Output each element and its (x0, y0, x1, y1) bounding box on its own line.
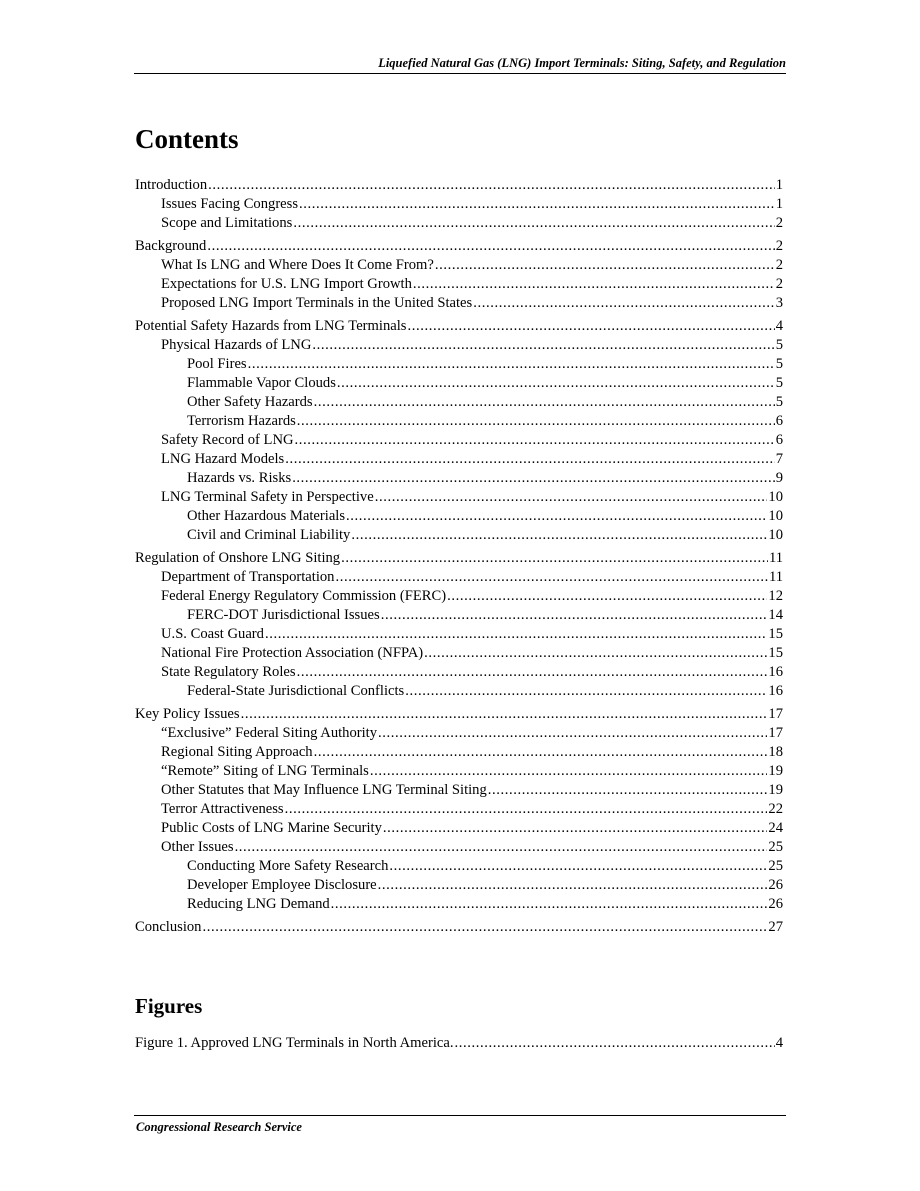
toc-entry-page: 24 (768, 820, 783, 836)
toc-entry[interactable] (135, 895, 783, 914)
toc-entry-page: 14 (768, 607, 783, 623)
toc-leader-dots (473, 294, 774, 313)
toc-entry[interactable] (135, 431, 783, 450)
toc-entry-page: 11 (768, 550, 783, 566)
toc-entry-label: Conclusion (135, 919, 202, 935)
toc-entry[interactable] (135, 507, 783, 526)
toc-entry-label: U.S. Coast Guard (161, 626, 264, 642)
toc-entry[interactable] (135, 549, 783, 568)
toc-entry[interactable] (135, 412, 783, 431)
toc-leader-dots (341, 549, 768, 568)
toc-entry-label: Issues Facing Congress (161, 196, 299, 212)
toc-leader-dots (285, 450, 775, 469)
header-rule (134, 73, 786, 74)
toc-leader-dots (378, 724, 767, 743)
toc-entry-label: Federal-State Jurisdictional Conflicts (187, 683, 405, 699)
toc-leader-dots (381, 606, 768, 625)
toc-leader-dots (447, 587, 767, 606)
toc-leader-dots (265, 625, 767, 644)
toc-leader-dots (351, 526, 767, 545)
toc-entry-page: 15 (768, 626, 783, 642)
toc-entry-label: State Regulatory Roles (161, 664, 296, 680)
toc-entry-page: 5 (775, 356, 783, 372)
toc-entry-page: 1 (775, 177, 783, 193)
toc-entry-page: 10 (768, 489, 783, 505)
toc-entry-page: 2 (775, 215, 783, 231)
toc-leader-dots (488, 781, 768, 800)
toc-entry-label: Expectations for U.S. LNG Import Growth (161, 276, 412, 292)
toc-entry[interactable] (135, 762, 783, 781)
toc-entry[interactable] (135, 374, 783, 393)
toc-entry[interactable] (135, 317, 783, 336)
toc-entry[interactable] (135, 393, 783, 412)
toc-entry-page: 2 (775, 257, 783, 273)
toc-leader-dots (331, 895, 768, 914)
toc-leader-dots (337, 374, 775, 393)
toc-entry[interactable] (135, 838, 783, 857)
toc-leader-dots (299, 195, 775, 214)
toc-entry[interactable] (135, 488, 783, 507)
toc-entry[interactable] (135, 857, 783, 876)
toc-leader-dots (297, 663, 768, 682)
contents-title: Contents (135, 124, 239, 154)
toc-entry-page: 12 (768, 588, 783, 604)
toc-leader-dots (295, 431, 775, 450)
toc-entry-label: Proposed LNG Import Terminals in the United States (161, 295, 473, 311)
toc-entry-page: 10 (768, 508, 783, 524)
toc-entry-label: Department of Transportation (161, 569, 335, 585)
toc-entry-page: 7 (775, 451, 783, 467)
toc-entry-label: Reducing LNG Demand (187, 896, 330, 912)
toc-entry-page: 17 (768, 725, 783, 741)
toc-entry[interactable] (135, 625, 783, 644)
toc-entry-page: 9 (775, 470, 783, 486)
toc-entry[interactable] (135, 705, 783, 724)
toc-leader-dots (424, 644, 767, 663)
toc-entry-label: FERC-DOT Jurisdictional Issues (187, 607, 380, 623)
toc-entry[interactable] (135, 450, 783, 469)
toc-entry-page: 18 (768, 744, 783, 760)
toc-leader-dots (375, 488, 768, 507)
table-of-contents (135, 176, 783, 937)
toc-leader-dots (297, 412, 775, 431)
toc-entry[interactable] (135, 214, 783, 233)
toc-entry[interactable] (135, 294, 783, 313)
toc-entry-label: Physical Hazards of LNG (161, 337, 312, 353)
list-of-figures (135, 1034, 783, 1053)
toc-entry-label: Other Statutes that May Influence LNG Terminal Siting (161, 782, 487, 798)
toc-entry-label: Terror Attractiveness (161, 801, 284, 817)
toc-entry-page: 27 (768, 919, 783, 935)
toc-entry[interactable] (135, 743, 783, 762)
toc-leader-dots (292, 469, 775, 488)
toc-entry[interactable] (135, 606, 783, 625)
footer-rule (134, 1115, 786, 1116)
toc-entry-page: 1 (775, 196, 783, 212)
toc-entry-label: Regional Siting Approach (161, 744, 313, 760)
toc-entry-label: Potential Safety Hazards from LNG Terminals (135, 318, 407, 334)
toc-entry-page: 26 (768, 877, 783, 893)
toc-leader-dots (370, 762, 768, 781)
toc-leader-dots (235, 838, 768, 857)
toc-entry-page: 5 (775, 375, 783, 391)
toc-entry-page: 2 (775, 238, 783, 254)
toc-leader-dots (389, 857, 767, 876)
toc-entry-label: Pool Fires (187, 356, 247, 372)
toc-entry[interactable] (135, 568, 783, 587)
toc-entry-page: 4 (775, 318, 783, 334)
toc-entry-label: Civil and Criminal Liability (187, 527, 351, 543)
toc-entry-page: 25 (768, 839, 783, 855)
toc-entry-page: 22 (768, 801, 783, 817)
toc-leader-dots (285, 800, 768, 819)
toc-entry[interactable] (135, 663, 783, 682)
toc-entry-label: Flammable Vapor Clouds (187, 375, 336, 391)
running-header: Liquefied Natural Gas (LNG) Import Terminals: Siting, Safety, and Regulation (378, 56, 786, 70)
toc-entry-label: “Exclusive” Federal Siting Authority (161, 725, 378, 741)
toc-entry[interactable] (135, 682, 783, 701)
toc-entry-label: LNG Hazard Models (161, 451, 285, 467)
toc-entry-page: 15 (768, 645, 783, 661)
toc-leader-dots (383, 819, 767, 838)
toc-entry-label: Key Policy Issues (135, 706, 240, 722)
toc-entry-label: LNG Terminal Safety in Perspective (161, 489, 374, 505)
toc-leader-dots (248, 355, 775, 374)
toc-entry-page: 6 (775, 413, 783, 429)
toc-leader-dots (241, 705, 768, 724)
toc-entry-label: Safety Record of LNG (161, 432, 294, 448)
toc-entry[interactable] (135, 526, 783, 545)
toc-leader-dots (405, 682, 767, 701)
toc-entry-label: Developer Employee Disclosure (187, 877, 377, 893)
toc-leader-dots (455, 1034, 775, 1053)
toc-entry-page: 25 (768, 858, 783, 874)
toc-leader-dots (378, 876, 768, 895)
toc-entry-label: Regulation of Onshore LNG Siting (135, 550, 341, 566)
toc-entry[interactable] (135, 644, 783, 663)
toc-entry[interactable] (135, 918, 783, 937)
toc-leader-dots (314, 393, 775, 412)
toc-leader-dots (202, 918, 767, 937)
toc-entry-label: Other Issues (161, 839, 234, 855)
footer-text: Congressional Research Service (136, 1120, 302, 1134)
toc-entry-page: 4 (775, 1035, 783, 1051)
toc-leader-dots (407, 317, 774, 336)
toc-entry-label: Figure 1. Approved LNG Terminals in North America. (135, 1035, 454, 1051)
toc-leader-dots (346, 507, 767, 526)
toc-entry-label: Federal Energy Regulatory Commission (FERC) (161, 588, 447, 604)
toc-entry-page: 16 (768, 683, 783, 699)
toc-entry-page: 2 (775, 276, 783, 292)
toc-entry-page: 10 (768, 527, 783, 543)
toc-entry-label: What Is LNG and Where Does It Come From? (161, 257, 434, 273)
toc-entry[interactable] (135, 800, 783, 819)
toc-leader-dots (435, 256, 775, 275)
toc-entry[interactable] (135, 876, 783, 895)
toc-entry[interactable] (135, 237, 783, 256)
toc-entry-label: Terrorism Hazards (187, 413, 296, 429)
toc-entry-page: 16 (768, 664, 783, 680)
toc-entry-page: 11 (768, 569, 783, 585)
toc-entry-label: “Remote” Siting of LNG Terminals (161, 763, 369, 779)
toc-entry[interactable] (135, 256, 783, 275)
toc-entry-page: 19 (768, 782, 783, 798)
toc-entry-label: Other Safety Hazards (187, 394, 313, 410)
toc-entry-page: 5 (775, 394, 783, 410)
toc-entry-label: Conducting More Safety Research (187, 858, 389, 874)
toc-entry[interactable] (135, 781, 783, 800)
toc-leader-dots (207, 237, 774, 256)
toc-entry-label: Other Hazardous Materials (187, 508, 346, 524)
toc-leader-dots (293, 214, 774, 233)
toc-entry-label: National Fire Protection Association (NFPA) (161, 645, 424, 661)
toc-entry-label: Hazards vs. Risks (187, 470, 292, 486)
toc-entry[interactable] (135, 275, 783, 294)
toc-entry-page: 17 (768, 706, 783, 722)
toc-leader-dots (208, 176, 775, 195)
toc-entry[interactable] (135, 195, 783, 214)
toc-leader-dots (335, 568, 767, 587)
toc-leader-dots (312, 336, 774, 355)
toc-leader-dots (413, 275, 775, 294)
toc-entry[interactable] (135, 355, 783, 374)
toc-entry[interactable] (135, 176, 783, 195)
toc-entry[interactable] (135, 469, 783, 488)
toc-entry[interactable] (135, 336, 783, 355)
toc-entry-page: 19 (768, 763, 783, 779)
toc-entry-label: Background (135, 238, 207, 254)
toc-entry-label: Introduction (135, 177, 208, 193)
toc-entry-label: Scope and Limitations (161, 215, 293, 231)
toc-leader-dots (314, 743, 768, 762)
toc-entry[interactable] (135, 724, 783, 743)
toc-entry[interactable] (135, 819, 783, 838)
toc-entry-page: 5 (775, 337, 783, 353)
toc-entry-page: 6 (775, 432, 783, 448)
toc-entry-label: Public Costs of LNG Marine Security (161, 820, 382, 836)
toc-entry[interactable] (135, 1034, 783, 1053)
toc-entry-page: 26 (768, 896, 783, 912)
toc-entry-page: 3 (775, 295, 783, 311)
figures-title: Figures (135, 994, 203, 1018)
toc-entry[interactable] (135, 587, 783, 606)
